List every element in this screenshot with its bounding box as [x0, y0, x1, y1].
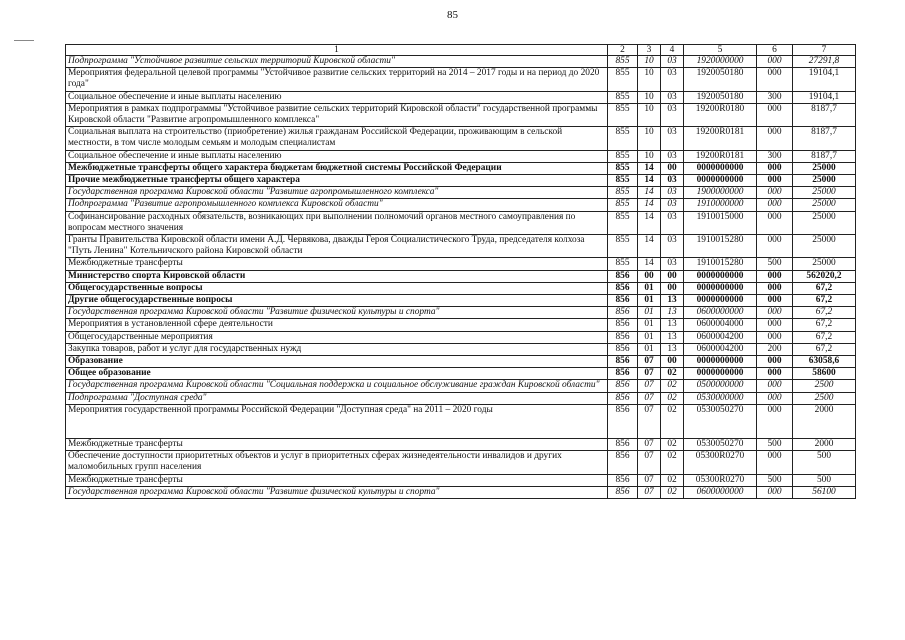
row-code-cell: 01: [638, 295, 661, 307]
row-code-cell: 25000: [793, 187, 856, 199]
row-code-cell: 856: [608, 368, 638, 380]
row-code-cell: 856: [608, 343, 638, 355]
row-code-cell: 856: [608, 319, 638, 331]
header-cell: 7: [793, 45, 856, 56]
row-code-cell: 000: [757, 307, 793, 319]
row-code-cell: 856: [608, 451, 638, 474]
row-code-cell: 13: [661, 307, 684, 319]
row-code-cell: 25000: [793, 162, 856, 174]
row-code-cell: 13: [661, 331, 684, 343]
row-code-cell: 0600004000: [684, 319, 757, 331]
row-code-cell: 000: [757, 270, 793, 282]
row-code-cell: 000: [757, 451, 793, 474]
row-code-cell: 000: [757, 211, 793, 234]
row-name-cell: Социальное обеспечение и иные выплаты населению: [66, 150, 608, 162]
row-code-cell: 02: [661, 380, 684, 392]
row-name-cell: Межбюджетные трансферты: [66, 438, 608, 450]
row-code-cell: 855: [608, 91, 638, 103]
row-code-cell: 05300R0270: [684, 451, 757, 474]
row-name-cell: Социальное обеспечение и иные выплаты населению: [66, 91, 608, 103]
row-code-cell: 19104,1: [793, 91, 856, 103]
budget-table-container: [65, 44, 855, 499]
row-code-cell: 01: [638, 307, 661, 319]
row-code-cell: 1910015000: [684, 211, 757, 234]
row-name-cell: Межбюджетные трансферты: [66, 474, 608, 486]
row-code-cell: 855: [608, 68, 638, 91]
row-code-cell: 01: [638, 282, 661, 294]
row-code-cell: 855: [608, 199, 638, 211]
row-code-cell: 67,2: [793, 295, 856, 307]
row-code-cell: 03: [661, 56, 684, 68]
row-code-cell: 1910000000: [684, 199, 757, 211]
header-cell: 3: [638, 45, 661, 56]
row-code-cell: 855: [608, 235, 638, 258]
row-name-cell: Государственная программа Кировской области "Развитие агропромышленного комплекса": [66, 187, 608, 199]
row-code-cell: 0530050270: [684, 404, 757, 438]
table-row: [66, 392, 856, 404]
row-code-cell: 19104,1: [793, 68, 856, 91]
row-code-cell: 855: [608, 103, 638, 126]
row-code-cell: 10: [638, 127, 661, 150]
row-code-cell: 07: [638, 380, 661, 392]
row-code-cell: 03: [661, 187, 684, 199]
row-name-cell: Другие общегосударственные вопросы: [66, 295, 608, 307]
row-code-cell: 856: [608, 295, 638, 307]
row-code-cell: 58600: [793, 368, 856, 380]
row-name-cell: Межбюджетные трансферты общего характера бюджетам бюджетной системы Российской Федерации: [66, 162, 608, 174]
row-code-cell: 0000000000: [684, 368, 757, 380]
row-code-cell: 1910015280: [684, 235, 757, 258]
table-row: [66, 150, 856, 162]
row-code-cell: 000: [757, 486, 793, 498]
table-row: [66, 282, 856, 294]
header-cell: 6: [757, 45, 793, 56]
table-row: [66, 380, 856, 392]
row-name-cell: Образование: [66, 356, 608, 368]
row-code-cell: 13: [661, 319, 684, 331]
row-code-cell: 500: [757, 474, 793, 486]
row-code-cell: 300: [757, 150, 793, 162]
row-code-cell: 07: [638, 356, 661, 368]
table-row: [66, 343, 856, 355]
row-code-cell: 856: [608, 438, 638, 450]
row-code-cell: 2500: [793, 392, 856, 404]
table-row: [66, 474, 856, 486]
row-code-cell: 000: [757, 68, 793, 91]
row-code-cell: 200: [757, 343, 793, 355]
row-code-cell: 14: [638, 235, 661, 258]
table-row: [66, 56, 856, 68]
row-code-cell: 02: [661, 368, 684, 380]
row-name-cell: Государственная программа Кировской области "Развитие физической культуры и спорта": [66, 486, 608, 498]
table-row: [66, 331, 856, 343]
row-code-cell: 0000000000: [684, 282, 757, 294]
row-code-cell: 000: [757, 319, 793, 331]
table-row: [66, 451, 856, 474]
budget-table: [65, 44, 856, 499]
row-code-cell: 856: [608, 404, 638, 438]
row-code-cell: 0600004200: [684, 331, 757, 343]
header-cell: 4: [661, 45, 684, 56]
table-row: [66, 307, 856, 319]
row-code-cell: 00: [661, 270, 684, 282]
row-code-cell: 00: [638, 270, 661, 282]
row-code-cell: 01: [638, 343, 661, 355]
table-row: [66, 258, 856, 270]
row-name-cell: Министерство спорта Кировской области: [66, 270, 608, 282]
row-code-cell: 67,2: [793, 343, 856, 355]
row-code-cell: 856: [608, 356, 638, 368]
row-code-cell: 8187,7: [793, 150, 856, 162]
row-code-cell: 000: [757, 199, 793, 211]
table-row: [66, 356, 856, 368]
row-name-cell: Подпрограмма "Развитие агропромышленного комплекса Кировской области": [66, 199, 608, 211]
scan-mark: [14, 40, 34, 41]
row-code-cell: 0600004200: [684, 343, 757, 355]
row-code-cell: 19200R0180: [684, 103, 757, 126]
row-code-cell: 855: [608, 162, 638, 174]
row-code-cell: 000: [757, 187, 793, 199]
row-code-cell: 000: [757, 103, 793, 126]
row-code-cell: 855: [608, 211, 638, 234]
table-row: [66, 295, 856, 307]
row-code-cell: 856: [608, 474, 638, 486]
row-name-cell: Мероприятия в рамках подпрограммы "Устойчивое развитие сельских территорий Кировской области" государственной программы Кировской области "Развитие агропромышленного комплекса": [66, 103, 608, 126]
row-name-cell: Общегосударственные мероприятия: [66, 331, 608, 343]
row-code-cell: 14: [638, 211, 661, 234]
table-row: [66, 404, 856, 438]
row-code-cell: 14: [638, 162, 661, 174]
row-code-cell: 19200R0181: [684, 150, 757, 162]
table-row: [66, 175, 856, 187]
row-code-cell: 01: [638, 319, 661, 331]
row-code-cell: 1920000000: [684, 56, 757, 68]
row-code-cell: 03: [661, 211, 684, 234]
row-name-cell: Закупка товаров, работ и услуг для государственных нужд: [66, 343, 608, 355]
table-row: [66, 235, 856, 258]
row-code-cell: 856: [608, 486, 638, 498]
row-code-cell: 14: [638, 187, 661, 199]
row-code-cell: 25000: [793, 211, 856, 234]
row-name-cell: Прочие межбюджетные трансферты общего характера: [66, 175, 608, 187]
row-code-cell: 14: [638, 175, 661, 187]
header-cell: 2: [608, 45, 638, 56]
row-code-cell: 00: [661, 162, 684, 174]
row-code-cell: 1910015280: [684, 258, 757, 270]
table-row: [66, 211, 856, 234]
row-code-cell: 14: [638, 258, 661, 270]
row-name-cell: Мероприятия в установленной сфере деятельности: [66, 319, 608, 331]
row-code-cell: 03: [661, 199, 684, 211]
row-code-cell: 2000: [793, 404, 856, 438]
row-code-cell: 02: [661, 438, 684, 450]
row-code-cell: 500: [793, 474, 856, 486]
row-code-cell: 000: [757, 368, 793, 380]
row-code-cell: 856: [608, 270, 638, 282]
row-code-cell: 02: [661, 486, 684, 498]
row-code-cell: 856: [608, 282, 638, 294]
page-number: 85: [447, 9, 458, 21]
row-code-cell: 500: [793, 451, 856, 474]
row-code-cell: 000: [757, 127, 793, 150]
row-code-cell: 000: [757, 392, 793, 404]
table-row: [66, 199, 856, 211]
row-code-cell: 1920050180: [684, 91, 757, 103]
table-row: [66, 162, 856, 174]
row-name-cell: Подпрограмма "Устойчивое развитие сельских территорий Кировской области": [66, 56, 608, 68]
row-code-cell: 03: [661, 91, 684, 103]
row-code-cell: 0000000000: [684, 295, 757, 307]
row-code-cell: 03: [661, 127, 684, 150]
row-code-cell: 000: [757, 56, 793, 68]
table-row: [66, 368, 856, 380]
table-row: [66, 187, 856, 199]
row-code-cell: 03: [661, 175, 684, 187]
row-code-cell: 1900000000: [684, 187, 757, 199]
row-code-cell: 0530050270: [684, 438, 757, 450]
table-row: [66, 103, 856, 126]
row-code-cell: 07: [638, 474, 661, 486]
row-code-cell: 856: [608, 331, 638, 343]
row-code-cell: 03: [661, 235, 684, 258]
row-code-cell: 500: [757, 438, 793, 450]
row-code-cell: 19200R0181: [684, 127, 757, 150]
row-code-cell: 856: [608, 307, 638, 319]
row-code-cell: 03: [661, 103, 684, 126]
row-code-cell: 01: [638, 331, 661, 343]
row-code-cell: 56100: [793, 486, 856, 498]
row-name-cell: Межбюджетные трансферты: [66, 258, 608, 270]
table-row: [66, 319, 856, 331]
row-code-cell: 25000: [793, 175, 856, 187]
row-code-cell: 13: [661, 343, 684, 355]
row-code-cell: 63058,6: [793, 356, 856, 368]
table-row: [66, 438, 856, 450]
row-name-cell: Софинансирование расходных обязательств, возникающих при выполнении полномочий органов местного самоуправления по вопросам местного значения: [66, 211, 608, 234]
row-code-cell: 07: [638, 368, 661, 380]
row-name-cell: Мероприятия федеральной целевой программы "Устойчивое развитие сельских территорий на 2014 – 2017 годы и на период до 2020 года": [66, 68, 608, 91]
row-code-cell: 855: [608, 175, 638, 187]
row-name-cell: Общее образование: [66, 368, 608, 380]
row-code-cell: 0000000000: [684, 270, 757, 282]
row-code-cell: 0000000000: [684, 356, 757, 368]
row-code-cell: 0600000000: [684, 486, 757, 498]
row-code-cell: 10: [638, 68, 661, 91]
row-code-cell: 562020,2: [793, 270, 856, 282]
row-code-cell: 1920050180: [684, 68, 757, 91]
row-code-cell: 67,2: [793, 319, 856, 331]
row-code-cell: 25000: [793, 199, 856, 211]
row-code-cell: 0000000000: [684, 162, 757, 174]
row-code-cell: 500: [757, 258, 793, 270]
row-code-cell: 07: [638, 404, 661, 438]
row-code-cell: 000: [757, 404, 793, 438]
row-code-cell: 10: [638, 150, 661, 162]
row-code-cell: 67,2: [793, 282, 856, 294]
row-code-cell: 00: [661, 282, 684, 294]
row-code-cell: 0500000000: [684, 380, 757, 392]
row-code-cell: 10: [638, 56, 661, 68]
row-code-cell: 02: [661, 474, 684, 486]
row-name-cell: Подпрограмма "Доступная среда": [66, 392, 608, 404]
row-code-cell: 03: [661, 258, 684, 270]
header-cell: 5: [684, 45, 757, 56]
row-code-cell: 10: [638, 91, 661, 103]
row-code-cell: 00: [661, 356, 684, 368]
row-code-cell: 13: [661, 295, 684, 307]
table-row: [66, 127, 856, 150]
table-row: [66, 91, 856, 103]
row-code-cell: 67,2: [793, 307, 856, 319]
row-name-cell: Мероприятия государственной программы Российской Федерации "Доступная среда" на 2011 – 2020 годы: [66, 404, 608, 438]
table-body: [66, 56, 856, 499]
row-code-cell: 0000000000: [684, 175, 757, 187]
row-code-cell: 0530000000: [684, 392, 757, 404]
row-code-cell: 856: [608, 380, 638, 392]
row-code-cell: 8187,7: [793, 127, 856, 150]
row-code-cell: 8187,7: [793, 103, 856, 126]
row-name-cell: Государственная программа Кировской области "Социальная поддержка и социальное обслуживание граждан Кировской области": [66, 380, 608, 392]
row-code-cell: 27291,8: [793, 56, 856, 68]
row-code-cell: 03: [661, 150, 684, 162]
row-code-cell: 000: [757, 356, 793, 368]
table-row: [66, 270, 856, 282]
row-name-cell: Гранты Правительства Кировской области имени А.Д. Червякова, дважды Героя Социалистического Труда, председателя колхоза "Путь Ленина" Котельничского района Кировской области: [66, 235, 608, 258]
row-code-cell: 000: [757, 175, 793, 187]
row-code-cell: 07: [638, 486, 661, 498]
row-code-cell: 000: [757, 162, 793, 174]
row-code-cell: 000: [757, 331, 793, 343]
row-code-cell: 14: [638, 199, 661, 211]
row-code-cell: 0600000000: [684, 307, 757, 319]
table-row: [66, 68, 856, 91]
row-code-cell: 10: [638, 103, 661, 126]
table-row: [66, 486, 856, 498]
row-code-cell: 855: [608, 258, 638, 270]
row-code-cell: 02: [661, 392, 684, 404]
row-code-cell: 000: [757, 295, 793, 307]
row-code-cell: 05300R0270: [684, 474, 757, 486]
row-code-cell: 300: [757, 91, 793, 103]
row-code-cell: 25000: [793, 258, 856, 270]
row-code-cell: 000: [757, 282, 793, 294]
table-header-row: [66, 45, 856, 56]
row-name-cell: Обеспечение доступности приоритетных объектов и услуг в приоритетных сферах жизнедеятельности инвалидов и других маломобильных групп населения: [66, 451, 608, 474]
row-code-cell: 07: [638, 438, 661, 450]
row-code-cell: 856: [608, 392, 638, 404]
row-code-cell: 67,2: [793, 331, 856, 343]
row-code-cell: 02: [661, 451, 684, 474]
row-code-cell: 000: [757, 235, 793, 258]
row-code-cell: 000: [757, 380, 793, 392]
row-name-cell: Социальная выплата на строительство (приобретение) жилья гражданам Российской Федерации, проживающим в сельской местности, в том числе молодым семьям и молодым специалистам: [66, 127, 608, 150]
row-code-cell: 25000: [793, 235, 856, 258]
row-code-cell: 02: [661, 404, 684, 438]
row-code-cell: 2000: [793, 438, 856, 450]
row-code-cell: 855: [608, 127, 638, 150]
row-code-cell: 07: [638, 392, 661, 404]
row-name-cell: Общегосударственные вопросы: [66, 282, 608, 294]
row-code-cell: 03: [661, 68, 684, 91]
row-code-cell: 2500: [793, 380, 856, 392]
row-code-cell: 855: [608, 56, 638, 68]
row-name-cell: Государственная программа Кировской области "Развитие физической культуры и спорта": [66, 307, 608, 319]
header-cell: 1: [66, 45, 608, 56]
row-code-cell: 855: [608, 187, 638, 199]
row-code-cell: 855: [608, 150, 638, 162]
row-code-cell: 07: [638, 451, 661, 474]
